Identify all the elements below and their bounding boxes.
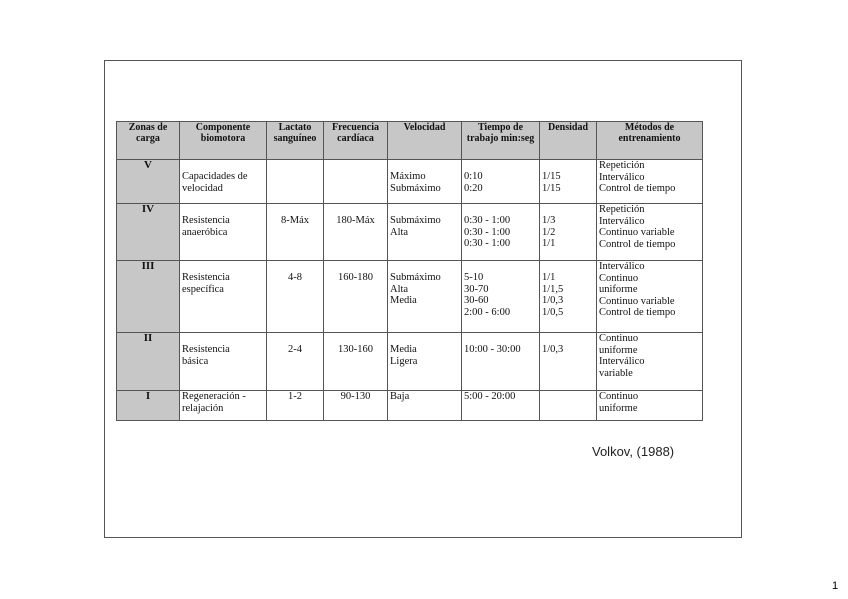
cell-line: 0:30 - 1:00 bbox=[464, 215, 511, 226]
tiempo-cell bbox=[462, 333, 540, 391]
cell-line: 0:10 bbox=[464, 171, 483, 182]
metodos-cell bbox=[597, 204, 703, 261]
densidad-cell bbox=[540, 391, 597, 421]
velocidad-cell bbox=[388, 333, 462, 391]
zone-cell: II bbox=[117, 333, 180, 391]
header-cell: Densidad bbox=[540, 122, 597, 160]
cell-line: Interválico bbox=[599, 261, 645, 272]
cell-line: 1/15 bbox=[542, 182, 561, 194]
cell-line: 0:30 - 1:00 bbox=[464, 226, 511, 238]
cell-line: Capacidades de bbox=[182, 171, 248, 182]
zone-cell: IV bbox=[117, 204, 180, 261]
cell-line: Resistencia bbox=[182, 272, 230, 283]
zone-cell: III bbox=[117, 261, 180, 333]
cell-line: 1/15 bbox=[542, 171, 561, 182]
metodos-cell bbox=[597, 391, 703, 421]
cell-line: 2:00 - 6:00 bbox=[464, 306, 511, 318]
lactato-cell: 8-Máx bbox=[267, 204, 324, 261]
frecuencia-cell bbox=[324, 160, 388, 204]
cell-line: Continuo variable bbox=[599, 227, 675, 238]
header-cell: Tiempo de trabajo min:seg bbox=[462, 122, 540, 160]
cell-line: Control de tiempo bbox=[599, 183, 676, 194]
metodos-cell bbox=[597, 333, 703, 391]
lactato-cell bbox=[267, 160, 324, 204]
zone-cell: V bbox=[117, 160, 180, 204]
cell-line: 1/0,3 bbox=[542, 344, 564, 355]
header-cell: Zonas de carga bbox=[117, 122, 180, 160]
table-row bbox=[117, 160, 703, 204]
cell-line: Submáximo bbox=[390, 272, 441, 283]
cell-line: variable bbox=[599, 367, 633, 379]
table-row bbox=[117, 261, 703, 333]
componente-cell bbox=[180, 333, 267, 391]
componente-cell bbox=[180, 204, 267, 261]
header-cell: Lactato sanguíneo bbox=[267, 122, 324, 160]
cell-line: 10:00 - 30:00 bbox=[464, 344, 521, 355]
cell-line: relajación bbox=[182, 402, 224, 414]
velocidad-cell bbox=[388, 204, 462, 261]
cell-line: uniforme bbox=[599, 344, 638, 356]
cell-line: 30-60 bbox=[464, 295, 489, 306]
cell-line: Continuo bbox=[599, 391, 639, 402]
cell-line: Interválico bbox=[599, 171, 645, 183]
metodos-cell bbox=[597, 160, 703, 204]
citation: Volkov, (1988) bbox=[592, 444, 675, 459]
cell-line: Media bbox=[390, 295, 417, 306]
densidad-cell bbox=[540, 204, 597, 261]
cell-line: Submáximo bbox=[390, 182, 441, 194]
zone-cell: I bbox=[117, 391, 180, 421]
cell-line: 0:30 - 1:00 bbox=[464, 238, 511, 249]
componente-cell bbox=[180, 261, 267, 333]
velocidad-cell bbox=[388, 261, 462, 333]
cell-line: 1/3 bbox=[542, 215, 556, 226]
cell-line: velocidad bbox=[182, 182, 223, 194]
cell-line: uniforme bbox=[599, 284, 638, 295]
cell-line: Regeneración - bbox=[182, 391, 246, 402]
cell-line: 1/2 bbox=[542, 226, 556, 238]
cell-line: Máximo bbox=[390, 171, 426, 182]
componente-cell bbox=[180, 391, 267, 421]
velocidad-cell bbox=[388, 160, 462, 204]
table-header-row bbox=[117, 122, 703, 160]
cell-line: Interválico bbox=[599, 215, 645, 227]
cell-line: Alta bbox=[390, 226, 409, 238]
frecuencia-cell: 180-Máx bbox=[324, 204, 388, 261]
lactato-cell: 4-8 bbox=[267, 261, 324, 333]
densidad-cell bbox=[540, 261, 597, 333]
cell-line: Resistencia bbox=[182, 344, 230, 355]
velocidad-cell bbox=[388, 391, 462, 421]
cell-line: anaeróbica bbox=[182, 226, 228, 238]
tiempo-cell bbox=[462, 391, 540, 421]
densidad-cell bbox=[540, 160, 597, 204]
cell-line: Media bbox=[390, 344, 417, 355]
cell-line: Submáximo bbox=[390, 215, 441, 226]
header-cell: Frecuencia cardíaca bbox=[324, 122, 388, 160]
cell-line: 1/1 bbox=[542, 272, 556, 283]
cell-line: 1/0,3 bbox=[542, 295, 564, 306]
cell-line: Alta bbox=[390, 283, 409, 295]
header-cell: Componente biomotora bbox=[180, 122, 267, 160]
lactato-cell: 2-4 bbox=[267, 333, 324, 391]
cell-line: Control de tiempo bbox=[599, 238, 676, 250]
cell-line: Repetición bbox=[599, 204, 645, 215]
cell-line: 5:00 - 20:00 bbox=[464, 391, 516, 402]
training-zones-table bbox=[116, 121, 703, 421]
cell-line: Control de tiempo bbox=[599, 307, 676, 318]
cell-line: 1/0,5 bbox=[542, 306, 564, 318]
cell-line: específica bbox=[182, 283, 224, 295]
metodos-cell bbox=[597, 261, 703, 333]
cell-line: Continuo bbox=[599, 333, 639, 344]
cell-line: Ligera bbox=[390, 355, 418, 367]
tiempo-cell bbox=[462, 261, 540, 333]
cell-line: uniforme bbox=[599, 402, 638, 414]
cell-line: 1/1 bbox=[542, 238, 556, 249]
table-row bbox=[117, 204, 703, 261]
cell-line: Interválico bbox=[599, 356, 645, 367]
frecuencia-cell: 130-160 bbox=[324, 333, 388, 391]
densidad-cell bbox=[540, 333, 597, 391]
frecuencia-cell: 160-180 bbox=[324, 261, 388, 333]
cell-line: 5-10 bbox=[464, 272, 484, 283]
componente-cell bbox=[180, 160, 267, 204]
tiempo-cell bbox=[462, 160, 540, 204]
tiempo-cell bbox=[462, 204, 540, 261]
slide-frame bbox=[104, 60, 742, 538]
table-row bbox=[117, 333, 703, 391]
header-cell: Métodos de entrenamiento bbox=[597, 122, 703, 160]
cell-line: Continuo variable bbox=[599, 295, 675, 307]
cell-line: Resistencia bbox=[182, 215, 230, 226]
header-cell: Velocidad bbox=[388, 122, 462, 160]
frecuencia-cell: 90-130 bbox=[324, 391, 388, 421]
cell-line: Continuo bbox=[599, 272, 639, 284]
lactato-cell: 1-2 bbox=[267, 391, 324, 421]
cell-line: 0:20 bbox=[464, 182, 483, 194]
table-row bbox=[117, 391, 703, 421]
page-number: 1 bbox=[832, 580, 839, 592]
cell-line: Repetición bbox=[599, 160, 645, 171]
cell-line: básica bbox=[182, 355, 209, 367]
cell-line: Baja bbox=[390, 391, 410, 402]
cell-line: 1/1,5 bbox=[542, 283, 564, 295]
cell-line: 30-70 bbox=[464, 283, 489, 295]
